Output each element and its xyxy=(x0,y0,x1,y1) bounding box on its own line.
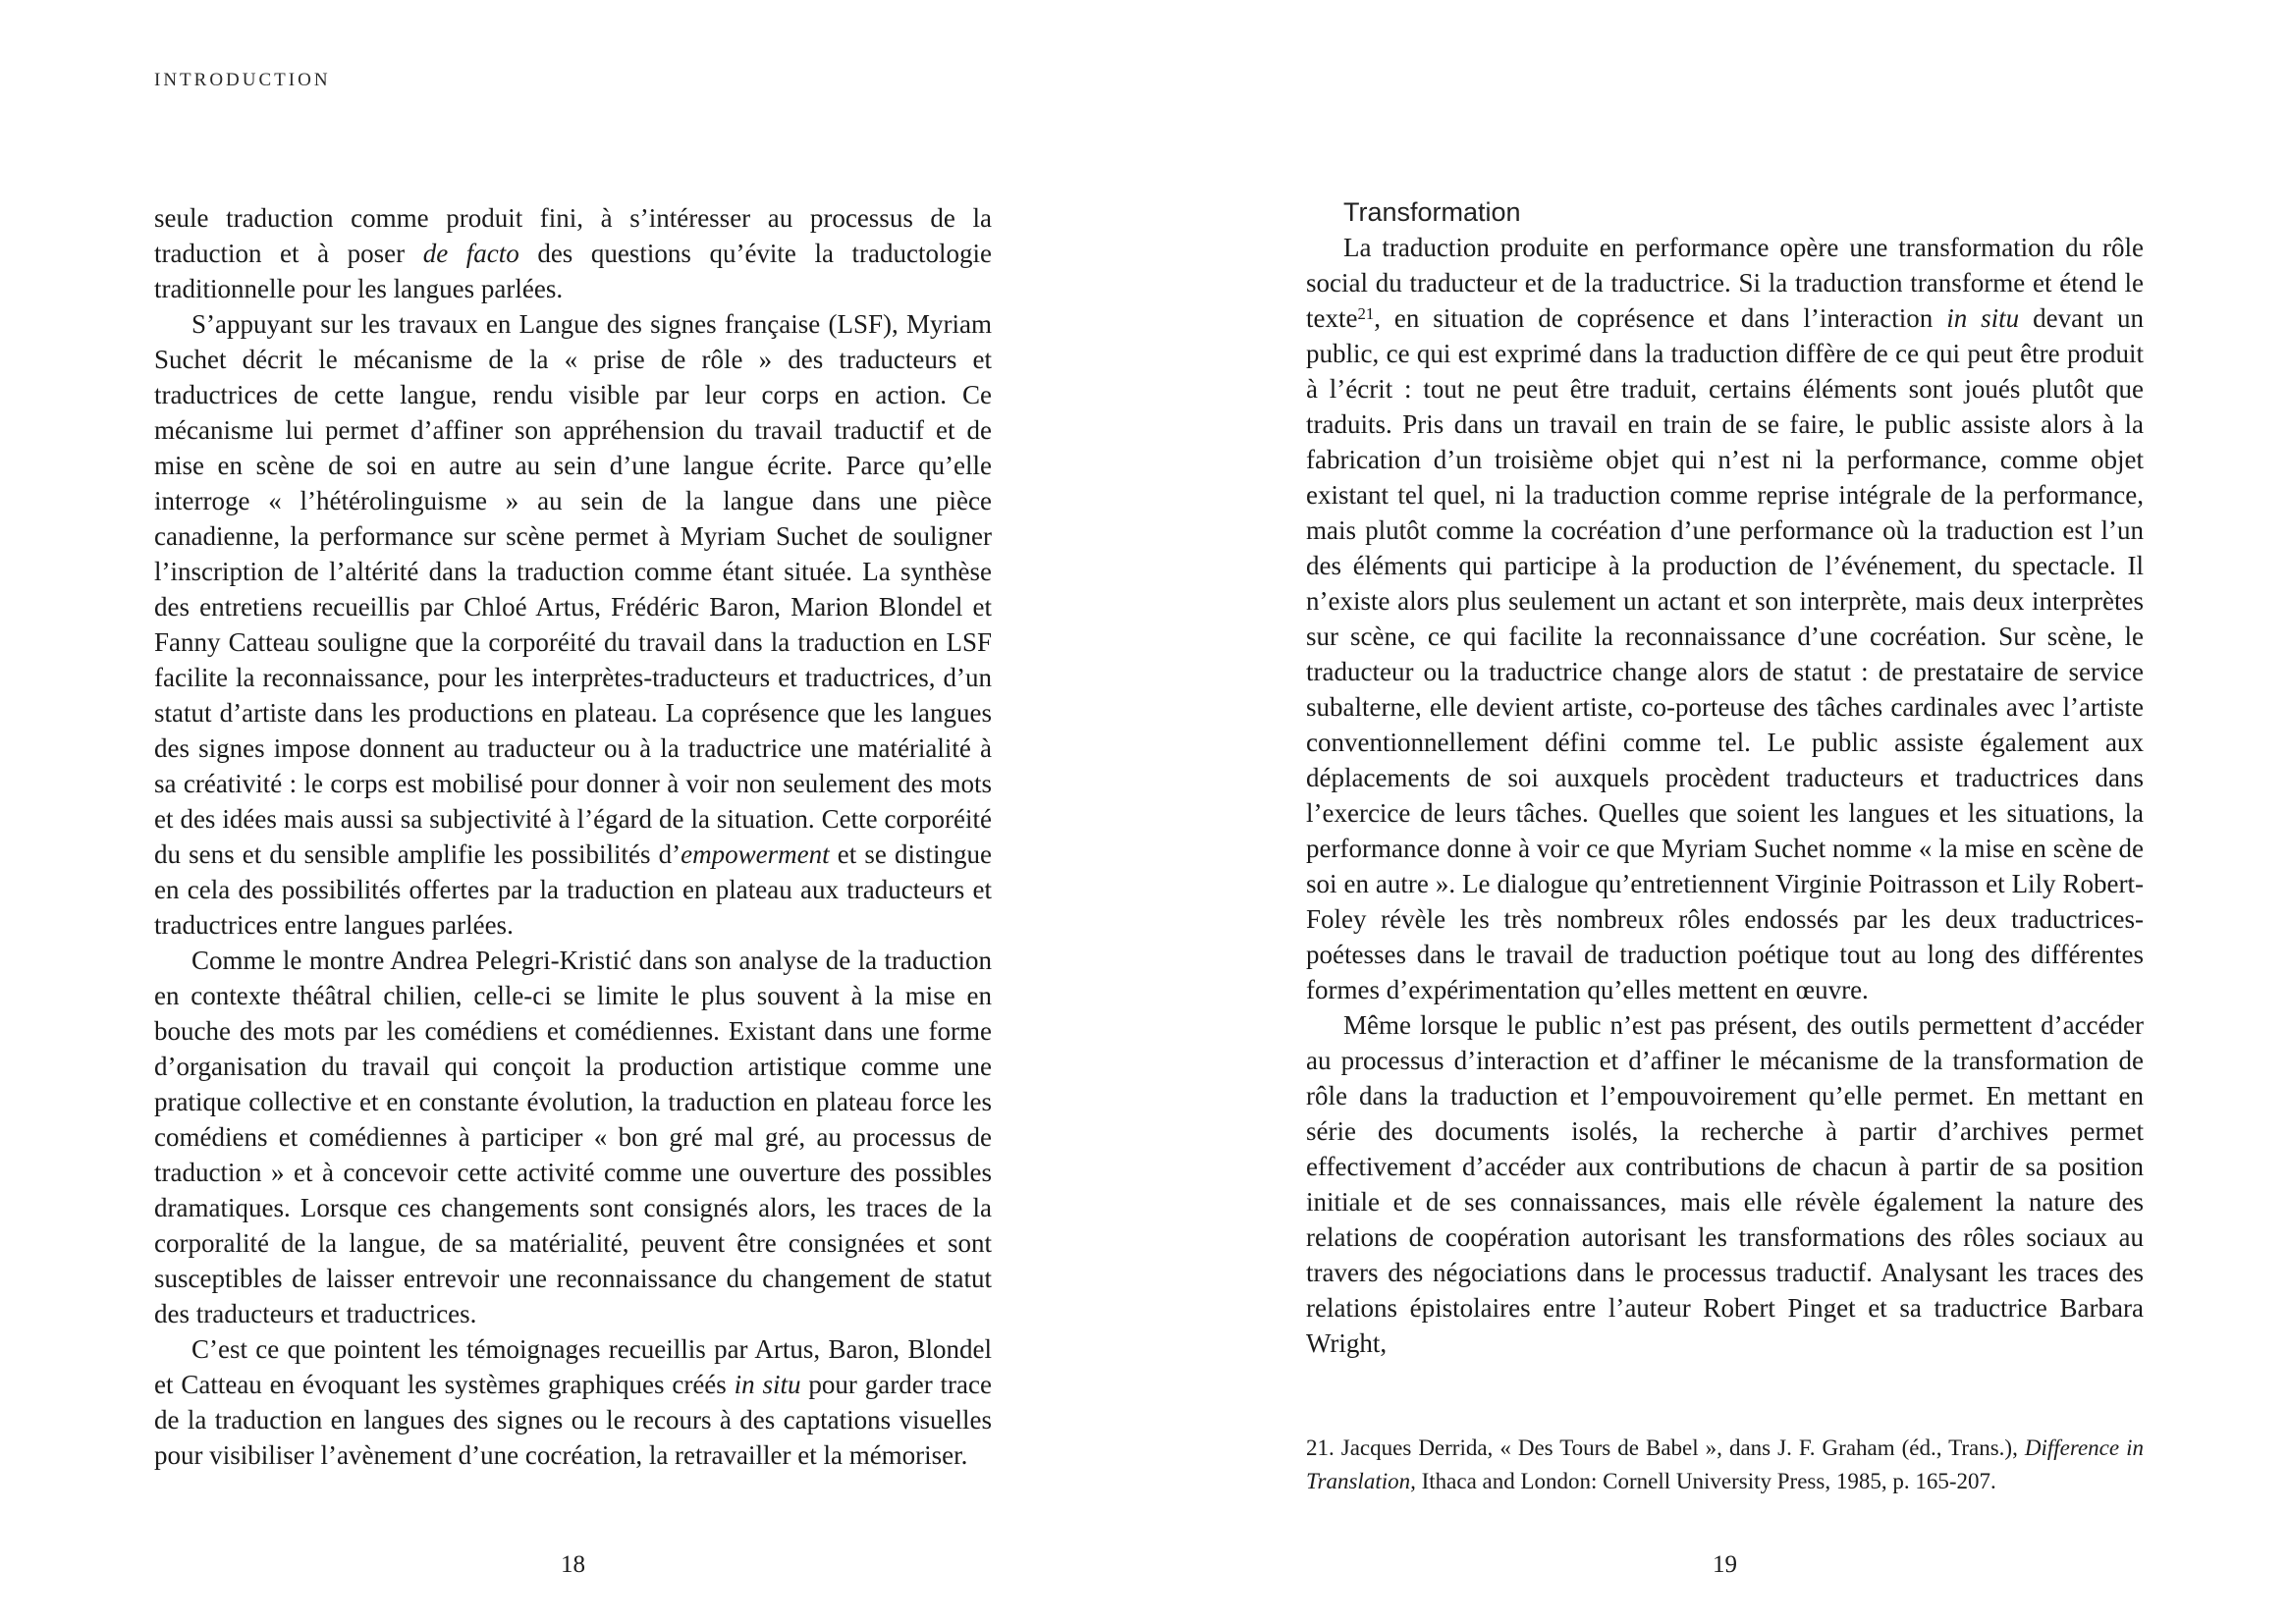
section-heading: Transformation xyxy=(1343,197,1521,227)
text-segment: devant un public, ce qui est exprimé dans la traduction diffère de ce qui peut être produit à l’écrit : tout ne peut être traduit, certains éléments sont joués plutôt que traduits. Pris dans un travail en train de se faire, le public assiste alors à la fabrication d’un troisième objet qui n’est ni la performance, comme objet existant tel quel, ni la traduction comme reprise intégrale de la performance, mais plutôt comme la cocréation d’une performance où la traduction est l’un des éléments qui participe à la production de l’événement, du spectacle. Il n’existe alors plus seulement un actant et son interprète, mais deux interprètes sur scène, ce qui facilite la reconnaissance d’une cocréation. Sur scène, le traducteur ou la traductrice change alors de statut : de prestataire de service subalterne, elle devient artiste, co-porteuse des tâches cardinales avec l’artiste conventionnellement défini comme tel. Le public assiste également aux déplacements de soi auxquels procèdent traducteurs et traductrices dans l’exercice de leurs tâches. Quelles que soient les langues et les situations, la performance donne à voir ce que Myriam Suchet nomme « la mise en scène de soi en autre ». Le dialogue qu’entretiennent Virginie Poitrasson et Lily Robert-Foley révèle les très nombreux rôles endossés par les deux traductrices-poétesses dans le travail de traduction poétique tout au long des différentes formes d’expérimentation qu’elles mettent en œuvre. xyxy=(1306,303,2144,1004)
paragraph xyxy=(1306,1007,2144,1361)
text-segment: C’est ce que pointent les témoignages recueillis par Artus, Baron, Blondel et Catteau en évoquant les systèmes graphiques créés xyxy=(154,1334,992,1399)
text-segment: Comme le montre Andrea Pelegri-Kristić dans son analyse de la traduction en contexte théâtral chilien, celle-ci se limite le plus souvent à la mise en bouche des mots par les comédiens et comédiennes. Existant dans une forme d’organisation du travail qui conçoit la production artistique comme une pratique collective et en constante évolution, la traduction en plateau force les comédiens et comédiennes à participer « bon gré mal gré, au processus de traduction » et à concevoir cette activité comme une ouverture des possibles dramatiques. Lorsque ces changements sont consignés alors, les traces de la corporalité de la langue, de sa matérialité, peuvent être consignées et sont susceptibles de laisser entrevoir une reconnaissance du changement de statut des traducteurs et traductrices. xyxy=(154,946,992,1328)
text-segment: et se distingue en cela des possibilités offertes par la traduction en plateau aux traducteurs et traductrices entre langues parlées. xyxy=(154,839,992,940)
text-segment: , en situation de coprésence et dans l’interaction xyxy=(1374,303,1947,333)
paragraph xyxy=(154,200,992,306)
text-segment: 21. Jacques Derrida, « Des Tours de Babel », dans J. F. Graham (éd., Trans.), xyxy=(1306,1435,2025,1460)
text-segment: S’appuyant sur les travaux en Langue des signes française (LSF), Myriam Suchet décrit le mécanisme de la « prise de rôle » des traducteurs et traductrices de cette langue, rendu visible par leur corps en action. Ce mécanisme lui permet d’affiner son appréhension du travail traductif et de mise en scène de soi en autre au sein d’une langue écrite. Parce qu’elle interroge « l’hétérolinguisme » au sein de la langue dans une pièce canadienne, la performance sur scène permet à Myriam Suchet de souligner l’inscription de l’altérité dans la traduction comme étant située. La synthèse des entretiens recueillis par Chloé Artus, Frédéric Baron, Marion Blondel et Fanny Catteau souligne que la corporéité du travail dans la traduction en LSF facilite la reconnaissance, pour les interprètes-traducteurs et traductrices, d’un statut d’artiste dans les productions en plateau. La coprésence que les langues des signes impose donnent au traducteur ou à la traductrice une matérialité à sa créativité : le corps est mobilisé pour donner à voir non seulement des mots et des idées mais aussi sa subjectivité à l’égard de la situation. Cette corporéité du sens et du sensible amplifie les possibilités d’ xyxy=(154,309,992,869)
footnote-reference: 21 xyxy=(1357,304,1375,324)
paragraph xyxy=(154,306,992,943)
paragraph xyxy=(154,1331,992,1473)
text-segment: pour garder trace de la traduction en langues des signes ou le recours à des captations visuelles pour visibiliser l’avènement d’une cocréation, la retravailler et la mémoriser. xyxy=(154,1370,993,1470)
text-segment: seule traduction comme produit fini, à s’intéresser au processus de la traduction et à poser xyxy=(154,203,992,268)
text-segment: Ithaca and London: Cornell University Press, 1985, p. 165-207. xyxy=(1415,1469,1996,1493)
left-page-body xyxy=(154,200,992,1473)
text-segment: des questions qu’évite la traductologie traditionnelle pour les langues parlées. xyxy=(154,239,992,303)
text-segment: Même lorsque le public n’est pas présent, des outils permettent d’accéder au processus d’interaction et d’affiner le mécanisme de la transformation de rôle dans la traduction et l’empouvoirement qu’elle permet. En mettant en série des documents isolés, la recherche à partir d’archives permet effectivement d’accéder aux contributions de chacun à partir de sa position initiale et de ses connaissances, mais elle révèle également la nature des relations de coopération autorisant les transformations des rôles sociaux au travers des négociations dans le processus traductif. Analysant les traces des relations épistolaires entre l’auteur Robert Pinget et sa traductrice Barbara Wright, xyxy=(1306,1010,2144,1358)
right-page-body xyxy=(1306,194,2144,1361)
footnote xyxy=(1306,1432,2144,1498)
text-segment: de facto xyxy=(422,239,519,268)
paragraph xyxy=(1306,230,2144,1007)
text-segment: Difference in Translation, xyxy=(1306,1435,2144,1493)
text-segment: in situ xyxy=(734,1370,801,1399)
paragraph xyxy=(154,943,992,1331)
running-header: INTRODUCTION xyxy=(154,70,331,90)
page-number-left: 18 xyxy=(561,1551,585,1578)
page-number-right: 19 xyxy=(1713,1551,1737,1578)
text-segment: empowerment xyxy=(681,839,830,869)
text-segment: La traduction produite en performance opère une transformation du rôle social du traducteur et de la traductrice. Si la traduction transforme et étend le texte xyxy=(1306,233,2144,333)
text-segment: in situ xyxy=(1946,303,2020,333)
right-page-paragraphs xyxy=(1306,230,2144,1361)
